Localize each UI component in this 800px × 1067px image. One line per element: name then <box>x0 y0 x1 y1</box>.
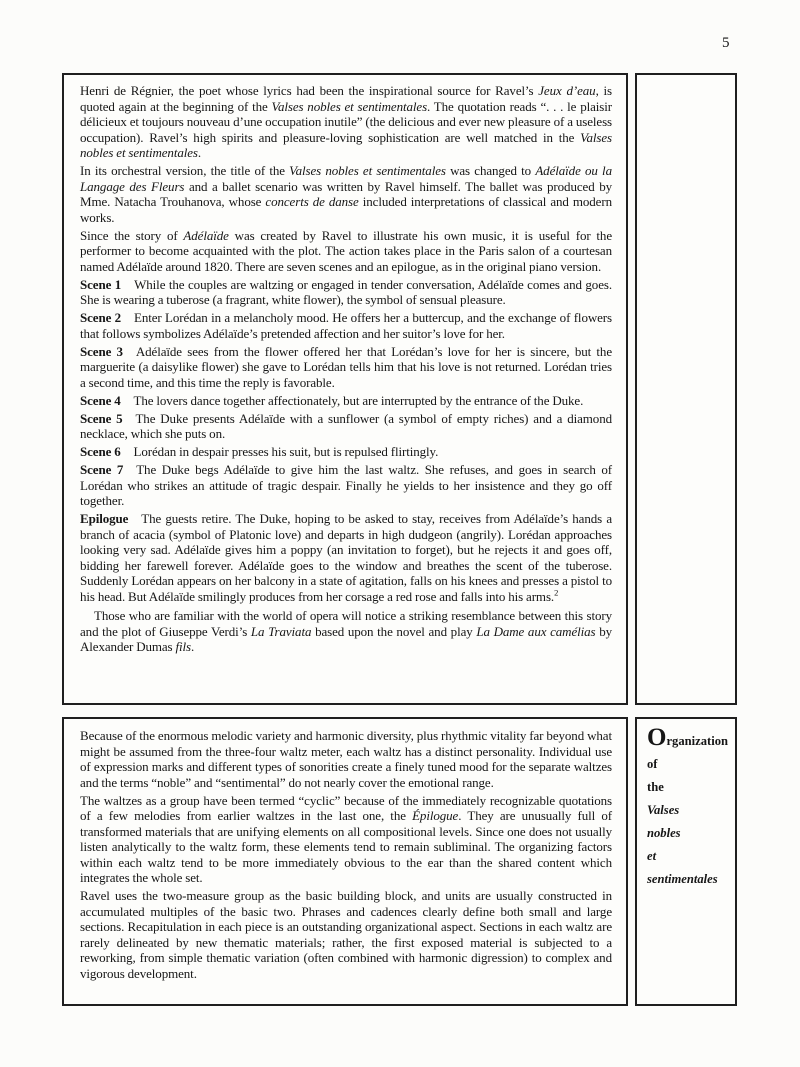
scene-5: Scene 5 The Duke presents Adélaïde with a sunflower (a symbol of empty riches) and a diamond necklace, which she puts on. <box>80 410 612 441</box>
variety-paragraph: Because of the enormous melodic variety and harmonic diversity, plus rhythmic vitality far beyond what might be assumed from the three-four waltz meter, each waltz has a distinct personality. Individual use of expression marks and different types of sonorities create a finely tuned mood for the separate waltzes and the terms “noble” and “sentimental” do not nearly cover the emotional range. <box>80 728 612 790</box>
scene-3: Scene 3 Adélaïde sees from the flower offered her that Lorédan’s love for her is sincere, but the marguerite (a daisylike flower) she gave to Lorédan tells him that his love is not returned. Lorédan tries a second time, and this time the reply is favorable. <box>80 343 612 390</box>
organization-heading <box>647 724 729 887</box>
heading-line: Valses <box>647 803 680 817</box>
intro-paragraph: Henri de Régnier, the poet whose lyrics had been the inspirational source for Ravel’s Jeux d’eau, is quoted again at the beginning of the Valses nobles et sentimentales. The quotation reads “. . . le plaisir délicieux et toujours nouveau d’une occupation inutile” (the delicious and ever new pleasure of a useless occupation). Ravel’s high spirits and pleasure-loving sophistication are well matched in the Valses nobles et sentimentales. <box>80 83 612 160</box>
scene-4: Scene 4 The lovers dance together affectionately, but are interrupted by the entrance of the Duke. <box>80 392 584 408</box>
margin-box-empty <box>635 73 737 705</box>
heading-line: Organization <box>647 724 729 751</box>
story-paragraphs <box>80 83 612 655</box>
closing-paragraph: Those who are familiar with the world of opera will notice a striking resemblance between this story and the plot of Giuseppe Verdi’s La Traviata based upon the novel and play La Dame aux camélias by Alexander Dumas fils. <box>80 608 612 654</box>
heading-line: of <box>647 757 658 771</box>
scene-1: Scene 1 While the couples are waltzing or engaged in tender conversation, Adélaïde comes and goes. She is wearing a tuberose (a fragrant, white flower), the symbol of sensual pleasure. <box>80 276 612 307</box>
scene-2: Scene 2 Enter Lorédan in a melancholy mood. He offers her a buttercup, and the exchange of flowers that follows symbolizes Adélaïde’s pretended affection and her suitor’s love for her. <box>80 310 612 341</box>
scene-6: Scene 6 Lorédan in despair presses his suit, but is repulsed flirtingly. <box>80 444 439 459</box>
epilogue: Epilogue The guests retire. The Duke, hoping to be asked to stay, receives from Adélaïde’s hands a branch of acacia (symbol of Platonic love) and departs in high dudgeon (angrily). Lorédan approaches looking very sad. Adélaïde gives him a poppy (an invitation to forget), but he rejects it and goes off, bidding her farewell forever. Adélaïde goes to the window and breathes the scent of the tuberose. Suddenly Lorédan appears on her balcony in a state of agitation, falls on his knees and presses a pistol to his head. But Adélaïde smilingly produces from her corsage a red rose and falls into his arms.$^2$ <box>80 511 612 604</box>
heading-line: nobles <box>647 826 681 840</box>
story-text-box <box>62 73 628 705</box>
heading-line: the <box>647 780 664 794</box>
orchestral-version-paragraph: In its orchestral version, the title of the Valses nobles et sentimentales was changed to Adélaïde ou la Langage des Fleurs and a ballet scenario was written by Ravel himself. The ballet was produced by Mme. Natacha Trouhanova, whose concerts de danse included interpretations of classical and modern works. <box>80 163 612 225</box>
cyclic-paragraph: The waltzes as a group have been termed “cyclic” because of the immediately recognizable quotations of a few melodies from earlier waltzes in the last one, the Épilogue. They are unusually full of transformed materials that are unifying elements on all compositional levels. Since one does not usually listen analytically to the waltz form, these elements tend to remain subliminal. The organizing factors within each waltz tend to be more immediately obvious to the ear than the shared content which integrates the whole set. <box>80 792 612 885</box>
scene-7: Scene 7 The Duke begs Adélaïde to give him the last waltz. She refuses, and goes in search of Lorédan who strikes an attitude of tragic despair. Finally he yields to her insistence and they go off together. <box>80 462 612 508</box>
page-number: 5 <box>722 35 730 51</box>
margin-heading-box <box>635 717 737 1006</box>
heading-line: sentimentales <box>647 872 718 886</box>
heading-line: et <box>647 849 657 863</box>
organization-paragraphs <box>80 728 612 981</box>
story-paragraph: Since the story of Adélaïde was created by Ravel to illustrate his own music, it is useful for the performer to become acquainted with the plot. The action takes place in the Paris salon of a courtesan named Adélaïde around 1820. There are seven scenes and an epilogue, as in the original piano version. <box>80 227 612 274</box>
organization-text-box <box>62 717 628 1006</box>
two-measure-paragraph: Ravel uses the two-measure group as the basic building block, and units are usually constructed in accumulated multiples of the basic two. Phrases and cadences clearly define both small and large sections. Recapitulation in each piece is an outstanding organizational aspect. Sections in each waltz are rarely delineated by new thematic materials; rather, the first exposed material is subjected to a reworking, from simple thematic variation (often combined with harmonic digression) to complex and vigorous development. <box>80 888 612 981</box>
